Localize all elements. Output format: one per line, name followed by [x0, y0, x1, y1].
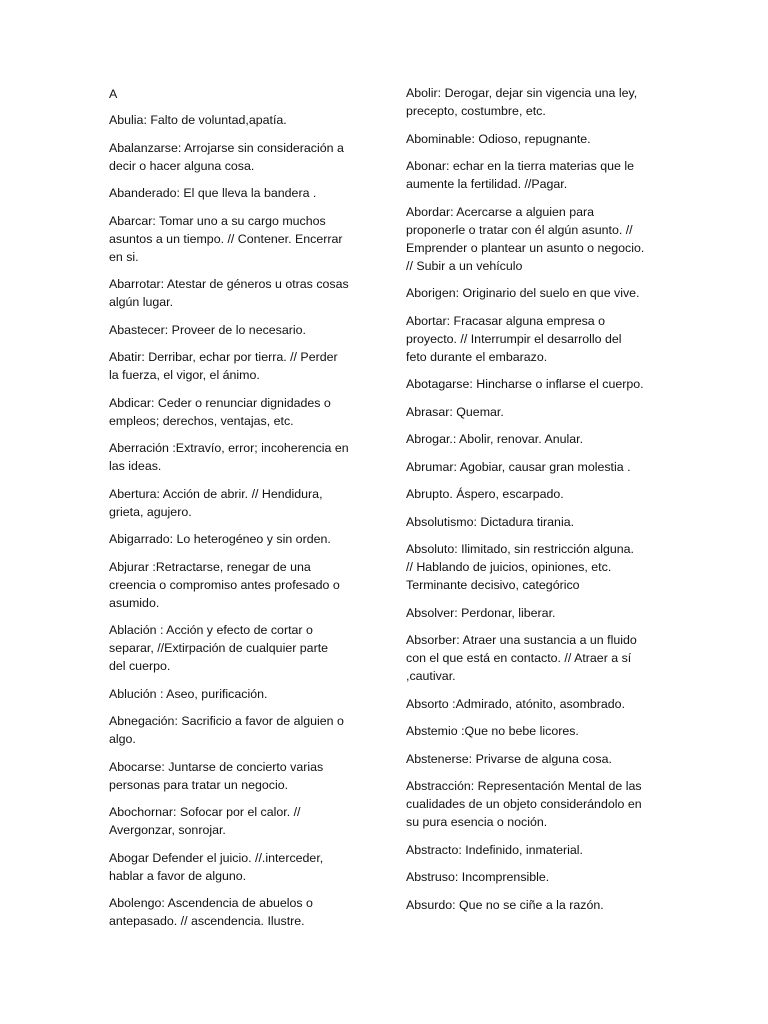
glossary-entry: Abrumar: Agobiar, causar gran molestia . [406, 459, 631, 474]
glossary-entry: Abrupto. Áspero, escarpado. [406, 487, 564, 501]
glossary-entry: Abnegación: Sacrificio a favor de alguien o algo. [109, 714, 344, 746]
glossary-entry: Abdicar: Ceder o renunciar dignidades o empleos; derechos, ventajas, etc. [109, 395, 331, 428]
glossary-entry: Abochornar: Sofocar por el calor. // Avergonzar, sonrojar. [109, 805, 301, 837]
glossary-entry: Aborigen: Originario del suelo en que vive. [406, 286, 640, 300]
glossary-entry: Abstemio :Que no bebe licores. [406, 724, 579, 738]
glossary-entry: Abogar Defender el juicio. //.interceder, hablar a favor de alguno. [109, 850, 324, 883]
glossary-entry: Abstenerse: Privarse de alguna cosa. [406, 751, 612, 766]
glossary-entry: Abstruso: Incomprensible. [406, 870, 550, 884]
glossary-entry: Abjurar :Retractarse, renegar de una creencia o compromiso antes profesado o asumido. [109, 559, 340, 610]
glossary-entry: Absolutismo: Dictadura tirania. [406, 514, 575, 529]
glossary-entry: Abolengo: Ascendencia de abuelos o antepasado. // ascendencia. Ilustre. [109, 896, 313, 928]
glossary-entry: Absorber: Atraer una sustancia a un fluido con el que está en contacto. // Atraer a sí ,cautivar. [406, 633, 637, 683]
glossary-entry: Abulia: Falto de voluntad,apatía. [109, 113, 287, 127]
glossary-entry: Abastecer: Proveer de lo necesario. [109, 322, 306, 337]
glossary-entry: Abrasar: Quemar. [406, 404, 504, 419]
glossary-entry: Abatir: Derribar, echar por tierra. // Perder la fuerza, el vigor, el ánimo. [109, 350, 338, 382]
glossary-entry: Abanderado: El que lleva la bandera . [109, 186, 317, 200]
glossary-entry: Abertura: Acción de abrir. // Hendidura, grieta, agujero. [109, 486, 323, 519]
glossary-entry: Abstracción: Representación Mental de las cualidades de un objeto considerándolo en su pura esencia o noción. [406, 779, 642, 829]
left-column [109, 84, 367, 940]
glossary-entry: Abstracto: Indefinido, inmaterial. [406, 842, 584, 857]
glossary-entry: Abarcar: Tomar uno a su cargo muchos asuntos a un tiempo. // Contener. Encerrar en si. [109, 213, 343, 264]
glossary-entry: Absoluto: Ilimitado, sin restricción alguna. // Hablando de juicios, opiniones, etc. Terminante decisivo, categórico [406, 542, 634, 592]
glossary-entry: Abortar: Fracasar alguna empresa o proyecto. // Interrumpir el desarrollo del feto durante el embarazo. [406, 313, 622, 364]
glossary-entry: Abordar: Acercarse a alguien para proponerle o tratar con él algún asunto. // Emprender o plantear un asunto o negocio. // Subir a un vehículo [406, 204, 645, 273]
glossary-entry: Abonar: echar en la tierra materias que le aumente la fertilidad. //Pagar. [406, 159, 634, 191]
glossary-entry: Abolir: Derogar, dejar sin vigencia una ley, precepto, costumbre, etc. [406, 86, 638, 118]
glossary-entry: Aberración :Extravío, error; incoherencia en las ideas. [109, 441, 349, 473]
glossary-entry: Ablución : Aseo, purificación. [109, 686, 268, 701]
left-entry-list [109, 111, 367, 930]
glossary-entry: Abrogar.: Abolir, renovar. Anular. [406, 432, 584, 446]
glossary-entry: Abarrotar: Atestar de géneros u otras cosas algún lugar. [109, 277, 349, 309]
glossary-entry: Abocarse: Juntarse de concierto varias personas para tratar un negocio. [109, 759, 324, 792]
glossary-entry: Absorto :Admirado, atónito, asombrado. [406, 696, 626, 711]
glossary-entry: Abotagarse: Hincharse o inflarse el cuerpo. [406, 377, 644, 391]
glossary-entry: Ablación : Acción y efecto de cortar o separar, //Extirpación de cualquier parte del cuerpo. [109, 623, 329, 673]
glossary-entry: Abigarrado: Lo heterogéneo y sin orden. [109, 532, 331, 546]
right-column [406, 84, 660, 923]
glossary-entry: Absolver: Perdonar, liberar. [406, 605, 556, 620]
glossary-entry: Absurdo: Que no se ciñe a la razón. [406, 897, 604, 912]
glossary-entry: Abalanzarse: Arrojarse sin consideración a decir o hacer alguna cosa. [109, 140, 344, 173]
glossary-entry: Abominable: Odioso, repugnante. [406, 131, 591, 146]
section-letter: A [109, 87, 118, 101]
right-entry-list [406, 84, 660, 914]
